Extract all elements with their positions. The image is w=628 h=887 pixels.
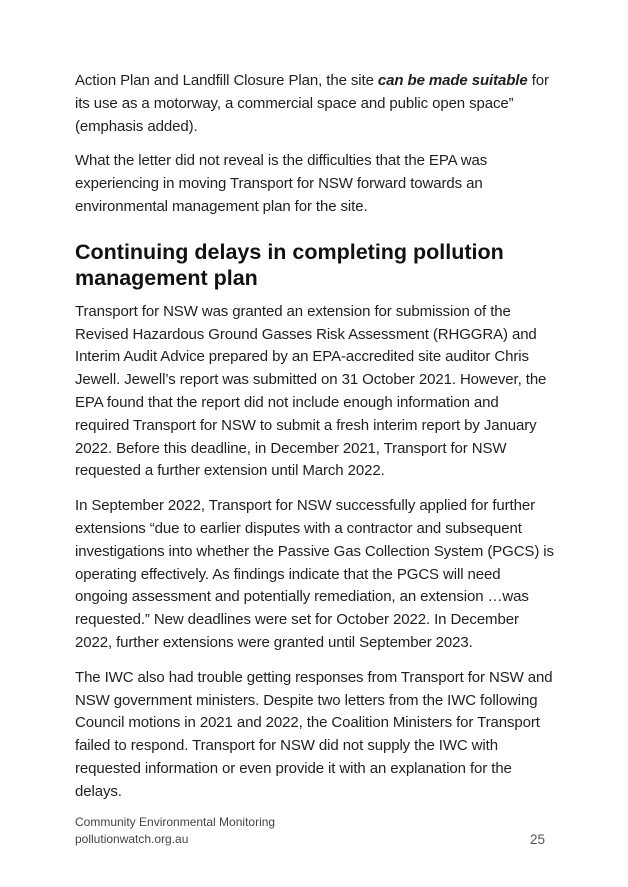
- page-body: [75, 70, 555, 816]
- paragraph-1-end: for its use as a motorway, a commercial space and public open space” (emphasis added).: [75, 72, 549, 135]
- paragraph-1: [75, 70, 555, 138]
- footer-organization: Community Environmental Monitoring: [75, 815, 276, 829]
- page-number: 25: [529, 832, 545, 847]
- paragraph-5: The IWC also had trouble getting responses from Transport for NSW and NSW government ministers. Despite two letters from the IWC following Council motions in 2021 and 2022, the Coalition Ministers for Transport failed to respond. Transport for NSW did not supply the IWC with requested information or even provide it with an explanation for the delays.: [75, 668, 553, 800]
- paragraph-4: In September 2022, Transport for NSW successfully applied for further extensions “due to earlier disputes with a contractor and subsequent investigations into whether the Passive Gas Collection System (PGCS) is operating effectively. As findings indicate that the PGCS will need ongoing assessment and potentially remediation, an extension …was requested.” New deadlines were set for October 2022. In December 2022, further extensions were granted until September 2023.: [75, 497, 554, 651]
- paragraph-2: What the letter did not reveal is the difficulties that the EPA was experiencing in moving Transport for NSW forward towards an environmental management plan for the site.: [75, 152, 488, 215]
- paragraph-3: Transport for NSW was granted an extension for submission of the Revised Hazardous Ground Gasses Risk Assessment (RHGGRA) and Interim Audit Advice prepared by an EPA-accredited site auditor Chris Jewell. Jewell’s report was submitted on 31 October 2021. However, the EPA found that the report did not include enough information and required Transport for NSW to submit a fresh interim report by January 2022. Before this deadline, in December 2021, Transport for NSW requested a further extension until March 2022.: [75, 302, 547, 480]
- section-heading: Continuing delays in completing pollution management plan: [75, 239, 504, 290]
- footer-website: pollutionwatch.org.au: [75, 832, 189, 846]
- page-footer: [75, 814, 545, 848]
- emphasized-phrase: can be made suitable: [377, 72, 528, 89]
- paragraph-1-start: Action Plan and Landfill Closure Plan, the site: [75, 72, 378, 89]
